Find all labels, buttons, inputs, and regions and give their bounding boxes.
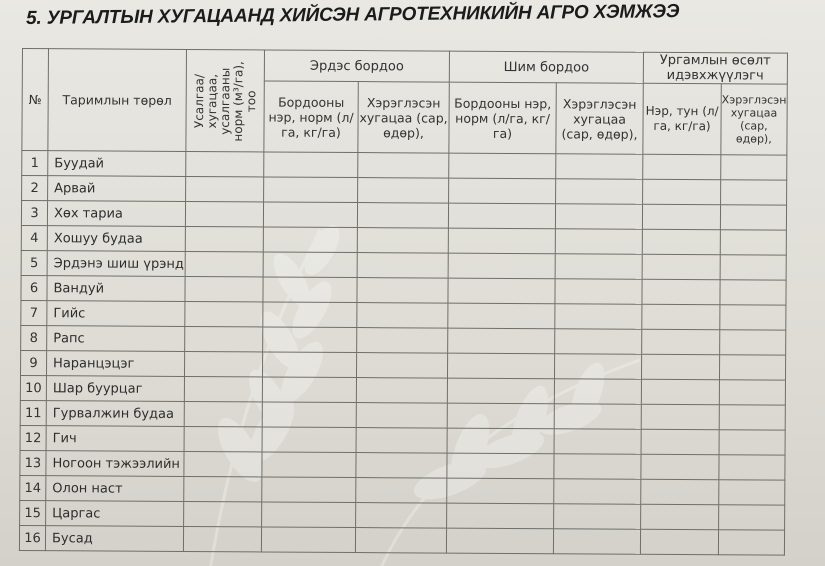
cell-growth-time[interactable] xyxy=(718,530,784,555)
header-organic-name-norm: Бордооны нэр, норм (л/га, кг/га) xyxy=(449,82,556,154)
cell-growth-time[interactable] xyxy=(720,305,786,330)
crop-name: Гийс xyxy=(47,301,185,327)
cell-growth-name-dose[interactable] xyxy=(641,504,719,529)
cell-growth-time[interactable] xyxy=(719,505,785,530)
cell-mineral-name-norm[interactable] xyxy=(262,452,356,478)
header-mineral-time: Хэрэглэсэн хугацаа (сар, өдөр), xyxy=(358,82,449,154)
crop-name: Бусад xyxy=(45,526,183,552)
cell-irrigation[interactable] xyxy=(184,501,262,526)
cell-organic-name-norm[interactable] xyxy=(447,378,554,404)
cell-organic-time[interactable] xyxy=(555,229,642,255)
cell-growth-name-dose[interactable] xyxy=(642,279,720,304)
cell-organic-name-norm[interactable] xyxy=(448,228,555,254)
cell-mineral-time[interactable] xyxy=(356,478,447,504)
cell-organic-name-norm[interactable] xyxy=(447,403,554,429)
crop-name: Хошуу будаа xyxy=(47,226,185,252)
cell-organic-time[interactable] xyxy=(554,354,641,380)
header-growth-regulator: Ургамлын өсөлт идэвхжүүлэгч xyxy=(643,52,787,84)
cell-organic-time[interactable] xyxy=(555,304,642,330)
cell-irrigation[interactable] xyxy=(185,227,263,252)
cell-growth-name-dose[interactable] xyxy=(641,429,719,454)
cell-mineral-time[interactable] xyxy=(356,378,447,404)
cell-organic-name-norm[interactable] xyxy=(448,253,555,279)
cell-organic-time[interactable] xyxy=(555,254,642,280)
cell-mineral-name-norm[interactable] xyxy=(262,502,356,528)
cell-growth-time[interactable] xyxy=(719,355,785,380)
row-number: 14 xyxy=(20,475,46,500)
cell-mineral-name-norm[interactable] xyxy=(263,252,357,278)
cell-organic-time[interactable] xyxy=(556,179,643,205)
cell-mineral-time[interactable] xyxy=(356,503,447,529)
cell-mineral-name-norm[interactable] xyxy=(261,527,355,553)
cell-irrigation[interactable] xyxy=(185,277,263,302)
cell-mineral-name-norm[interactable] xyxy=(262,477,356,503)
cell-organic-name-norm[interactable] xyxy=(448,328,555,354)
header-irrigation-label: Усалгаа/ хугацаа, усалгааны норм (м³/га), тоо xyxy=(191,60,258,142)
cell-organic-time[interactable] xyxy=(555,329,642,355)
header-organic-fertilizer: Шим бордоо xyxy=(449,51,643,83)
cell-mineral-time[interactable] xyxy=(355,528,446,554)
row-number: 13 xyxy=(20,450,46,475)
cell-growth-time[interactable] xyxy=(720,205,786,230)
cell-mineral-time[interactable] xyxy=(357,253,448,279)
cell-irrigation[interactable] xyxy=(184,351,262,376)
table-row xyxy=(19,525,784,555)
cell-organic-time[interactable] xyxy=(553,529,640,555)
cell-mineral-name-norm[interactable] xyxy=(262,402,356,428)
cell-organic-time[interactable] xyxy=(554,454,641,480)
cell-mineral-time[interactable] xyxy=(357,328,448,354)
cell-organic-name-norm[interactable] xyxy=(447,353,554,379)
cell-growth-time[interactable] xyxy=(719,455,785,480)
cell-growth-time[interactable] xyxy=(720,255,786,280)
row-number: 7 xyxy=(21,300,47,325)
crop-name: Рапс xyxy=(47,326,185,352)
crop-name: Шар буурцаг xyxy=(46,376,184,402)
cell-organic-time[interactable] xyxy=(554,504,641,530)
cell-growth-name-dose[interactable] xyxy=(641,379,719,404)
cell-organic-time[interactable] xyxy=(555,279,642,305)
header-number: № xyxy=(22,49,49,151)
row-number: 9 xyxy=(20,350,46,375)
cell-mineral-time[interactable] xyxy=(356,403,447,429)
row-number: 4 xyxy=(21,225,47,250)
cell-irrigation[interactable] xyxy=(185,326,263,351)
cell-organic-name-norm[interactable] xyxy=(447,453,554,479)
row-number: 6 xyxy=(21,275,47,300)
header-crop-type: Таримлын төрөл xyxy=(48,49,187,152)
header-growth-name-dose: Нэр, тун (л/га, кг/га) xyxy=(643,83,721,154)
cell-organic-time[interactable] xyxy=(554,404,641,430)
row-number: 8 xyxy=(21,325,47,350)
cell-growth-time[interactable] xyxy=(721,155,787,180)
crop-name: Гич xyxy=(46,426,184,452)
header-organic-time: Хэрэглэсэн хугацаа (сар, өдөр), xyxy=(556,83,643,155)
cell-growth-name-dose[interactable] xyxy=(641,354,719,379)
cell-mineral-time[interactable] xyxy=(358,153,449,179)
row-number: 10 xyxy=(20,375,46,400)
header-mineral-name-norm: Бордооны нэр, норм (л/га, кг/га) xyxy=(264,81,358,153)
cell-growth-name-dose[interactable] xyxy=(641,479,719,504)
crop-name: Арвай xyxy=(48,176,186,202)
cell-organic-name-norm[interactable] xyxy=(448,203,555,229)
crop-name: Олон наст xyxy=(46,476,184,502)
cell-irrigation[interactable] xyxy=(184,451,262,476)
cell-growth-time[interactable] xyxy=(720,230,786,255)
cell-organic-name-norm[interactable] xyxy=(448,278,555,304)
cell-mineral-time[interactable] xyxy=(357,228,448,254)
row-number: 1 xyxy=(22,151,48,176)
cell-mineral-name-norm[interactable] xyxy=(263,227,357,253)
row-number: 12 xyxy=(20,425,46,450)
crop-name: Царгас xyxy=(46,501,184,527)
cell-organic-time[interactable] xyxy=(555,204,642,230)
crop-name: Гурвалжин будаа xyxy=(46,401,184,427)
cell-growth-time[interactable] xyxy=(720,330,786,355)
cell-mineral-time[interactable] xyxy=(357,278,448,304)
cell-irrigation[interactable] xyxy=(185,302,263,327)
cell-growth-time[interactable] xyxy=(720,280,786,305)
cell-mineral-name-norm[interactable] xyxy=(263,327,357,353)
cell-organic-name-norm[interactable] xyxy=(447,503,554,529)
cell-growth-time[interactable] xyxy=(719,430,785,455)
cell-mineral-time[interactable] xyxy=(357,203,448,229)
cell-mineral-name-norm[interactable] xyxy=(264,152,358,178)
crop-name: Наранцэцэг xyxy=(46,351,184,377)
cell-irrigation[interactable] xyxy=(186,152,264,177)
cell-organic-time[interactable] xyxy=(556,154,643,180)
cell-mineral-name-norm[interactable] xyxy=(263,277,357,303)
cell-growth-name-dose[interactable] xyxy=(642,204,720,229)
cell-organic-name-norm[interactable] xyxy=(449,153,556,179)
cell-mineral-time[interactable] xyxy=(356,353,447,379)
cell-irrigation[interactable] xyxy=(184,376,262,401)
cell-growth-name-dose[interactable] xyxy=(642,304,720,329)
agrotech-table xyxy=(19,48,788,556)
cell-mineral-name-norm[interactable] xyxy=(263,202,357,228)
cell-organic-time[interactable] xyxy=(554,429,641,455)
cell-mineral-name-norm[interactable] xyxy=(262,377,356,403)
cell-growth-name-dose[interactable] xyxy=(642,229,720,254)
cell-growth-name-dose[interactable] xyxy=(641,404,719,429)
cell-organic-name-norm[interactable] xyxy=(449,178,556,204)
cell-growth-time[interactable] xyxy=(721,180,787,205)
row-number: 3 xyxy=(21,201,47,226)
cell-growth-name-dose[interactable] xyxy=(640,529,718,554)
cell-growth-name-dose[interactable] xyxy=(641,454,719,479)
cell-mineral-name-norm[interactable] xyxy=(262,427,356,453)
header-irrigation xyxy=(186,50,265,152)
cell-growth-time[interactable] xyxy=(719,405,785,430)
cell-irrigation[interactable] xyxy=(184,426,262,451)
cell-growth-time[interactable] xyxy=(719,380,785,405)
cell-growth-name-dose[interactable] xyxy=(643,154,721,179)
cell-growth-name-dose[interactable] xyxy=(642,254,720,279)
cell-mineral-time[interactable] xyxy=(356,428,447,454)
cell-organic-name-norm[interactable] xyxy=(448,303,555,329)
cell-organic-time[interactable] xyxy=(554,479,641,505)
cell-irrigation[interactable] xyxy=(185,252,263,277)
crop-name: Эрдэнэ шиш үрэнд xyxy=(47,251,185,277)
crop-name: Хөх тариа xyxy=(47,201,185,227)
cell-mineral-name-norm[interactable] xyxy=(263,302,357,328)
cell-mineral-name-norm[interactable] xyxy=(264,177,358,203)
header-mineral-fertilizer: Эрдэс бордоо xyxy=(264,50,449,82)
crop-name: Вандуй xyxy=(47,276,185,302)
cell-mineral-time[interactable] xyxy=(358,178,449,204)
section-title: 5. УРГАЛТЫН ХУГАЦААНД ХИЙСЭН АГРОТЕХНИКИЙН АГРО ХЭМЖЭЭ xyxy=(26,1,680,29)
cell-irrigation[interactable] xyxy=(184,476,262,501)
cell-organic-time[interactable] xyxy=(554,379,641,405)
cell-growth-name-dose[interactable] xyxy=(643,179,721,204)
row-number: 2 xyxy=(22,176,48,201)
cell-organic-name-norm[interactable] xyxy=(447,478,554,504)
cell-growth-name-dose[interactable] xyxy=(642,329,720,354)
row-number: 15 xyxy=(20,500,46,525)
cell-mineral-time[interactable] xyxy=(356,453,447,479)
cell-mineral-name-norm[interactable] xyxy=(262,352,356,378)
cell-irrigation[interactable] xyxy=(184,401,262,426)
cell-organic-name-norm[interactable] xyxy=(447,428,554,454)
row-number: 16 xyxy=(19,525,45,550)
cell-mineral-time[interactable] xyxy=(357,303,448,329)
crop-name: Буудай xyxy=(48,151,186,177)
row-number: 5 xyxy=(21,250,47,275)
header-growth-time: Хэрэглэсэн хугацаа (сар, өдөр), xyxy=(721,84,787,155)
cell-irrigation[interactable] xyxy=(185,202,263,227)
cell-irrigation[interactable] xyxy=(186,177,264,202)
cell-irrigation[interactable] xyxy=(183,526,261,551)
cell-growth-time[interactable] xyxy=(719,480,785,505)
row-number: 11 xyxy=(20,400,46,425)
crop-name: Ногоон тэжээлийн xyxy=(46,451,184,477)
cell-organic-name-norm[interactable] xyxy=(446,528,553,554)
